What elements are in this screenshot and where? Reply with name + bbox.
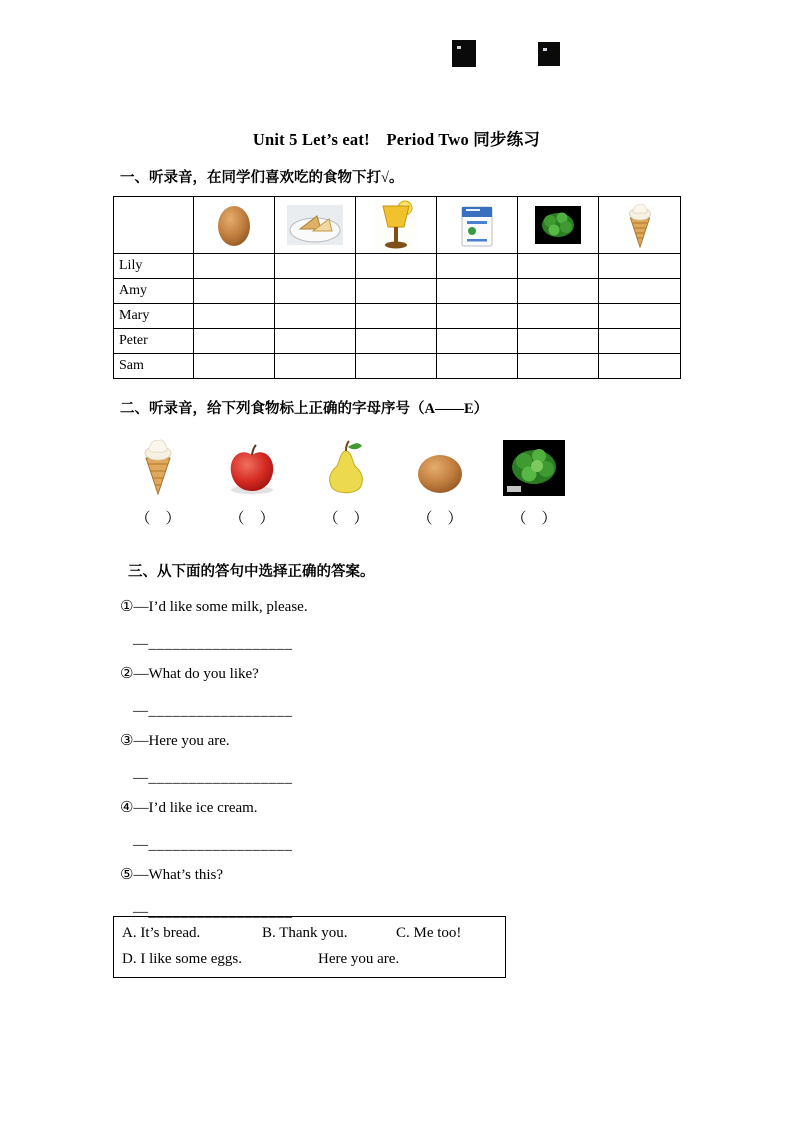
egg-image: [215, 203, 253, 247]
answer-choices-row-1: [122, 920, 497, 946]
juice-image-cell: [356, 197, 437, 254]
egg-image-cell: [194, 197, 275, 254]
answer-cell: [356, 329, 437, 354]
answer-choices-box: [113, 916, 506, 978]
labeling-items-row: [113, 433, 579, 528]
table-row: [114, 329, 681, 354]
student-name-cell: Mary: [114, 304, 194, 329]
question-4: [120, 797, 308, 855]
question-number: ⑤: [120, 865, 134, 883]
student-name-cell: Peter: [114, 329, 194, 354]
answer-parentheses: （ ）: [323, 511, 369, 527]
question-number: ③: [120, 731, 134, 749]
answer-cell: [356, 279, 437, 304]
answer-parentheses: （ ）: [417, 511, 463, 527]
table-row: [114, 304, 681, 329]
labeling-item: [395, 433, 485, 528]
answer-cell: [518, 254, 599, 279]
choice-e: Here you are.: [318, 951, 400, 967]
ice-cream-image: [140, 436, 176, 496]
answer-cell: [599, 354, 681, 379]
bread-image-cell: [275, 197, 356, 254]
answer-cell: [518, 329, 599, 354]
question-line: [120, 730, 308, 751]
question-3: [120, 730, 308, 788]
pear-image-box: [324, 433, 368, 496]
corner-cell: [114, 197, 194, 254]
question-text: —I’d like some milk, please.: [133, 599, 308, 615]
labeling-item: [113, 433, 203, 528]
apple-image: [224, 444, 280, 496]
page-title: Unit 5 Let’s eat! Period Two 同步练习: [252, 130, 541, 149]
answer-cell: [437, 354, 518, 379]
question-number: ④: [120, 798, 134, 816]
section1-heading: 一、听录音，在同学们喜欢吃的食物下打√。: [120, 170, 404, 186]
answer-cell: [518, 279, 599, 304]
student-name-cell: Amy: [114, 279, 194, 304]
question-text: —I’d like ice cream.: [133, 800, 258, 816]
question-text: —What do you like?: [133, 666, 259, 682]
scan-artifact-mark: [452, 40, 476, 67]
answer-cell: [194, 304, 275, 329]
answer-cell: [599, 279, 681, 304]
question-text: —Here you are.: [133, 733, 230, 749]
student-name-cell: Sam: [114, 354, 194, 379]
question-2: [120, 663, 308, 721]
question-line: [120, 596, 308, 617]
answer-cell: [437, 254, 518, 279]
answer-choices-row-2: [122, 946, 497, 972]
answer-parentheses: （ ）: [511, 511, 557, 527]
answer-cell: [437, 329, 518, 354]
answer-cell: [275, 304, 356, 329]
question-number: ①: [120, 597, 134, 615]
answer-cell: [599, 304, 681, 329]
scan-artifact-mark: [538, 42, 560, 66]
answer-cell: [518, 354, 599, 379]
milk-image-cell: [437, 197, 518, 254]
egg-image: [415, 452, 465, 496]
apple-image-box: [224, 433, 280, 496]
answer-cell: [356, 254, 437, 279]
question-text: —What’s this?: [133, 867, 224, 883]
answer-cell: [275, 354, 356, 379]
labeling-item: [489, 433, 579, 528]
question-line: [120, 797, 308, 818]
answer-cell: [194, 279, 275, 304]
choice-b: B. Thank you.: [262, 925, 348, 941]
answer-cell: [518, 304, 599, 329]
answer-cell: [275, 279, 356, 304]
pear-image: [324, 438, 368, 496]
section3-heading: 三、从下面的答句中选择正确的答案。: [128, 564, 375, 580]
question-list: [120, 596, 308, 931]
answer-blank-line: —__________________: [133, 837, 293, 853]
choice-a: A. It’s bread.: [122, 925, 201, 941]
greens-image: [503, 440, 565, 496]
greens-image: [535, 206, 581, 244]
answer-cell: [194, 254, 275, 279]
egg-image-box: [415, 433, 465, 496]
answer-cell: [599, 254, 681, 279]
greens-image-box: [503, 433, 565, 496]
ice-cream-image: [626, 201, 654, 249]
answer-cell: [437, 304, 518, 329]
answer-blank-line: —__________________: [133, 636, 293, 652]
answer-cell: [194, 329, 275, 354]
answer-cell: [194, 354, 275, 379]
listening-check-table: [113, 196, 681, 379]
table-row: [114, 354, 681, 379]
answer-cell: [437, 279, 518, 304]
question-number: ②: [120, 664, 134, 682]
answer-parentheses: （ ）: [135, 511, 181, 527]
answer-cell: [356, 354, 437, 379]
student-name-cell: Lily: [114, 254, 194, 279]
labeling-item: [301, 433, 391, 528]
question-5: [120, 864, 308, 922]
choice-d: D. I like some eggs.: [122, 951, 242, 967]
answer-parentheses: （ ）: [229, 511, 275, 527]
answer-blank-line: —__________________: [133, 904, 293, 920]
answer-cell: [275, 329, 356, 354]
choice-c: C. Me too!: [396, 925, 462, 941]
question-line: [120, 663, 308, 684]
answer-cell: [275, 254, 356, 279]
answer-cell: [599, 329, 681, 354]
question-1: [120, 596, 308, 654]
question-line: [120, 864, 308, 885]
table-row: [114, 279, 681, 304]
answer-cell: [356, 304, 437, 329]
bread-image: [287, 205, 343, 245]
labeling-item: [207, 433, 297, 528]
table-row: [114, 254, 681, 279]
ice-cream-image-cell: [599, 197, 681, 254]
milk-image: [459, 202, 495, 248]
answer-blank-line: —__________________: [133, 770, 293, 786]
section2-heading: 二、听录音，给下列食物标上正确的字母序号（A——E）: [120, 401, 489, 417]
table-header-row: [114, 197, 681, 254]
answer-blank-line: —__________________: [133, 703, 293, 719]
ice-cream-image-box: [140, 433, 176, 496]
greens-image-cell: [518, 197, 599, 254]
juice-image: [374, 199, 418, 251]
